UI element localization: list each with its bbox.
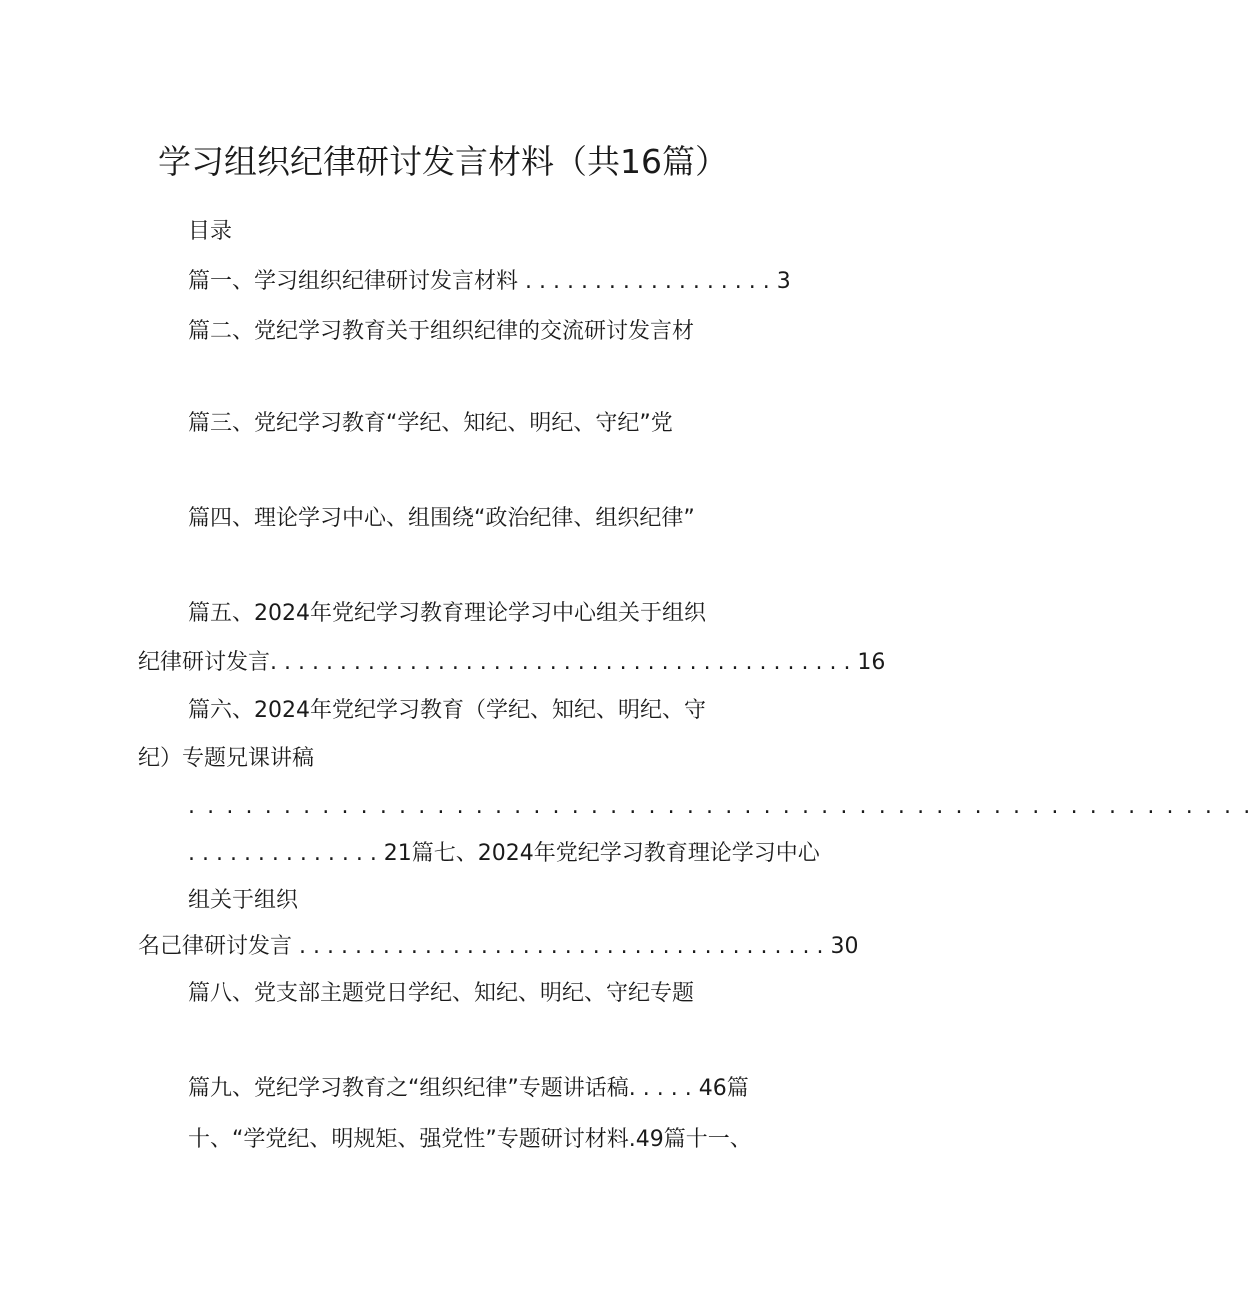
document-title: 学习组织纪律研讨发言材料（共16篇） xyxy=(158,142,728,181)
toc-line: 组关于组织 xyxy=(188,888,299,913)
toc-line: . . . . . . . . . . . . . . . . . . . . . . . . . . . . . . . . . . . . . . . . . . . . . . . . . . . . . . . . xyxy=(188,794,1253,819)
toc-line: 纪）专题兄课讲稿 xyxy=(138,746,315,771)
toc-line: 篇一、学习组织纪律研讨发言材料 . . . . . . . . . . . . . . . . . . 3 xyxy=(188,269,791,294)
toc-line: 篇三、党纪学习教育“学纪、知纪、明纪、守纪”党 xyxy=(188,411,673,436)
toc-line: 名己律研讨发言 . . . . . . . . . . . . . . . . . . . . . . . . . . . . . . . . . . . . . . 30 xyxy=(138,934,859,959)
toc-line: 纪律研讨发言. . . . . . . . . . . . . . . . . . . . . . . . . . . . . . . . . . . . . . . . . . 16 xyxy=(138,650,886,675)
toc-line: 篇五、2024年党纪学习教育理论学习中心组关于组织 xyxy=(188,601,706,626)
toc-line: 篇二、党纪学习教育关于组织纪律的交流研讨发言材 xyxy=(188,319,695,344)
toc-line: 篇九、党纪学习教育之“组织纪律”专题讲话稿. . . . . 46篇 xyxy=(188,1076,749,1101)
toc-line: 篇六、2024年党纪学习教育（学纪、知纪、明纪、守 xyxy=(188,698,706,723)
toc-line: 篇八、党支部主题党日学纪、知纪、明纪、守纪专题 xyxy=(188,981,695,1006)
toc-heading: 目录 xyxy=(188,219,233,244)
toc-line: . . . . . . . . . . . . . . 21篇七、2024年党纪学习教育理论学习中心 xyxy=(188,841,820,866)
toc-line: 篇四、理论学习中心、组围绕“政治纪律、组织纪律” xyxy=(188,506,695,531)
toc-line: 十、“学党纪、明规矩、强党性”专题研讨材料.49篇十一、 xyxy=(188,1127,752,1152)
